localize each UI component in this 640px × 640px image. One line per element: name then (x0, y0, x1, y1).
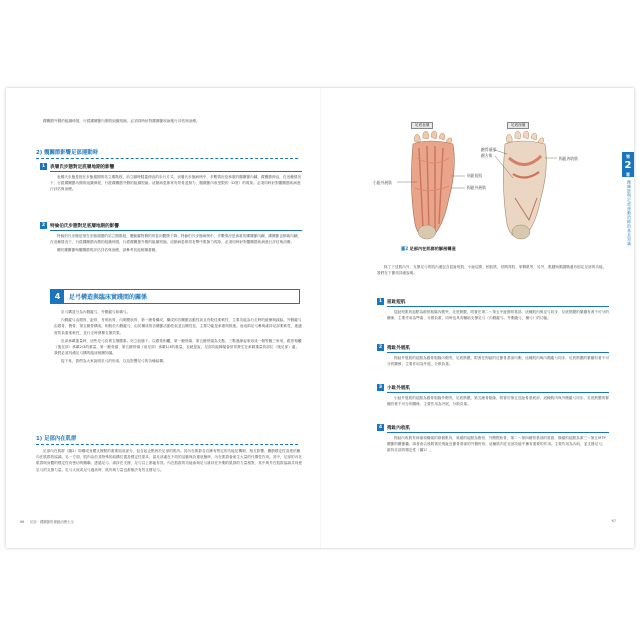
muscle-4-rule (387, 432, 609, 433)
section-4-paragraph-3: 足部承載重量時，這些足弓負責支撐體重。站立狀態下，以跟骨相觸，第一蹠骨頭、第五蹠骨頭為支點，三點連線起來形成一個等腰三角形，跟骨相觸（後足部）承載2/3的重量，第一蹠骨頭、第五蹠骨頭（前足部）承載1/3的重量。也就是說，足部功能障礙會常常發生在承載重量的部位（後足部）處；我們必須具備足弓構的臨床相關知識。 (54, 338, 302, 356)
chapter-vertical-title: 踝關節與足部運動治療的基本知識 (627, 180, 632, 246)
section-2-title: 2) 髖關節影響足部運動時 (36, 150, 98, 156)
muscle-2-rule (387, 352, 609, 353)
muscle-2-body (377, 355, 609, 367)
muscle-1-paragraph: 屈趾短肌的起點為跟骨粗隆內側突，足底筋膜，附著在第二～第五中趾節骨基部，這種肌肉與足弓同步，足底筋膜的緊繃有著不可分的關係，主要作用為彎曲、分散負重，同時也具有輔助支撐足弓（內側縱弓、外側縱弓、橫弓）的功能。 (387, 309, 609, 320)
foot-deep-drawing (503, 131, 546, 239)
muscle-3-title: 小趾外展肌 (387, 385, 410, 391)
intro-text (36, 118, 304, 126)
left-footer (20, 519, 74, 524)
subsection-2 (40, 222, 302, 255)
subsection-1-heading (40, 163, 302, 170)
section-1-body (36, 448, 302, 475)
subsection-1-paragraph: 表層氏步態是指在步態週期的站立期階段，前立腳時膝蓋伸直的步行方式。表層氏步態病例中，多數情況是承重的髖關節內翻，踝關節伸直，在這種情況下，行經踝關節內側的組織伸展，行經踝關節外側的組織短縮。這類病患都常有骨骨盆無力，髖關節內收受限的（D度）的現象。必須同時針對髖關節疾病進行評估與治療。 (50, 174, 302, 192)
muscle-1-title: 屈趾短肌 (387, 299, 406, 305)
chapter-suffix: 章 (626, 172, 630, 177)
figure-head-superficial: 足底表層 (411, 122, 433, 129)
book-spread (6, 88, 634, 548)
muscle-1-body (377, 309, 609, 321)
section-2-rule (36, 158, 298, 159)
subsection-1-rule (50, 171, 302, 172)
section-4-banner (50, 289, 300, 304)
subsection-1-title: 表層氏步態對足底層地期的影響 (50, 164, 115, 170)
muscle-3-number: 3 (378, 385, 383, 390)
subsection-2-body (40, 233, 302, 254)
right-intro-paragraph: 除了下述肌內外，支撐足弓的肌內還包含屈趾短肌、小趾屈肌、蚓狀肌、骨間背肌、掌側肌等，另外，肌腱與肌腱鞘還有固定足部的功能，我們在下節再詳細說明。 (377, 265, 607, 276)
label-abductor-hallucis: 拇趾外展肌 (467, 185, 486, 190)
muscle-1 (377, 298, 609, 323)
chapter-number: 2 (624, 160, 632, 171)
section-4-paragraph-1: 足弓構造分為內側縱弓，外側縱弓和橫弓。 (61, 310, 131, 314)
left-footer-text: 足部・踝關節的運動治療大全 (29, 520, 74, 524)
section-1-paragraph: 足部內在肌群（圖2）即構成身體支撐點的重要組成部分，包含起止點皆於足部的肌肉。其內在肌群各自擁有特定的功能及機制，相互影響，關節穩定性高度依賴內在肌群的協調。另一方面，肌肉由於其特殊的結構位置及穩定性需求，當足部處在不同的活動與負重狀態時，內在肌群會產生大量的代償性作用。其中，足部的內在肌群與身體的穩定性有密切的關聯。透過足弓、維持在支撐，足弓以上都能有效。內在肌群的功能會與足弓維持在外側的肌群的力量相對，其中與外在肌群協調共同使足弓的支撐力量，足弓太低或足弓過高時，肌肉與力量也都無法有效支撐足弓。 (36, 449, 302, 472)
muscle-4-title: 拇趾內收肌 (387, 425, 410, 431)
left-page-number: 66 (20, 520, 25, 524)
foot-superficial-drawing (411, 131, 454, 239)
figure-2 (373, 122, 609, 252)
muscle-3-heading (377, 384, 609, 391)
muscle-3-rule (387, 392, 609, 393)
subsection-1-body (40, 174, 302, 193)
right-page (321, 88, 634, 548)
section-4-title: 足弓構造與臨床實踐間的關係 (69, 294, 148, 301)
subsection-2-note: 關於踝關節與髖關節的評估評估與治療，請參考其他相關書籍。 (57, 248, 160, 253)
muscle-2-title: 拇趾外展肌 (387, 345, 410, 351)
muscle-2-heading (377, 344, 609, 351)
section-1-rule (36, 444, 298, 445)
subsection-2-heading (40, 222, 302, 229)
muscle-2 (377, 344, 609, 369)
section-1-heading (36, 434, 298, 445)
figure-caption-text: 足部內在肌群的解剖構造 (409, 246, 456, 251)
label-metatarsal-head: 蹠骨頭部 (481, 147, 497, 152)
section-2-heading (36, 148, 298, 159)
subsection-2-rule (50, 230, 302, 231)
chapter-label: 第 (626, 154, 630, 159)
label-flexor-digitorum-brevis: 屈趾短肌 (467, 173, 483, 178)
muscle-3-body (377, 395, 609, 407)
section-4-paragraph-2: 內側縱弓由跟骨、距骨、舟骨狀骨、內側楔狀骨、第一蹠骨構成，構成的各關節活動性高且有較佳柔軟性，主要功能為行走時的緩衝與踩踏。外側縱弓由跟骨、骰骨、第五蹠骨構成，相較於內側縱弓，由於構成的各關節活動性低並且剛性佳，主要功能是承重與推進。而這兩足弓參與維持足部柔軟性，進適度的負重柔軟性，並行走時發揮支撐效果。 (54, 318, 302, 335)
muscle-4-paragraph: 拇趾內收肌有斜頭和橫頭的兩個肌肉，斜頭的起點為骰骨、外側楔狀骨、第二～第四蹠骨基部的底面，橫頭的起點為第三～第五MTP關節的關節囊，兩者會合後附著於拇趾近節骨基部的外側籽骨，這種肌肉在足部功能中擁有重要的作用。主要作用為內收，並支撐足弓，維持足部的穩定性（圖2）。 (387, 435, 606, 453)
subsection-2-paragraph: 特倫伯氏步態是指在步態週期的站立期階段，擺動腳對側的骨盆向體側下降。特倫伯氏步態病例中，多數情況是承重的踝關節內翻，踝關節也都朝內翻，在這種情況下，行經踝關節內側的組織伸展，行經踝關節外側的組織短縮。這類病患都常有臀中肌無力現象，必須同時針對髖關節疾病進行評估與治療。 (50, 233, 302, 244)
section-4-body (54, 309, 302, 367)
chapter-tab (622, 152, 634, 177)
figure-head-deep: 足底深層 (507, 122, 529, 129)
section-4-number: 4 (51, 290, 64, 303)
subsection-2-number: 2 (41, 223, 46, 228)
right-intro (377, 264, 609, 278)
muscle-1-heading (377, 298, 609, 305)
muscle-2-paragraph: 拇趾外展肌的起點為跟骨粗隆內側突，足底筋膜，附著在拇趾的近節骨基部內側，這種肌肉與內側縱弓同步，足底筋膜的緊繃有著不可分的關係，主要作用為外展、分散負重。 (387, 355, 609, 366)
muscle-4-body (377, 435, 609, 454)
muscle-3 (377, 384, 609, 409)
figure-caption (401, 246, 456, 252)
muscle-1-number: 1 (378, 299, 383, 304)
section-4-paragraph-4: 接下來，我們為大家說明足弓的形成，以及影響足弓的各種結構。 (61, 359, 167, 364)
label-abductor-digiti-minimi: 小趾外展肌 (373, 180, 392, 185)
subsection-2-title: 特倫伯氏步態對足底層地期的影響 (50, 223, 119, 229)
label-adductor-hallucis: 拇趾內收肌 (559, 156, 578, 161)
left-page (6, 88, 320, 548)
muscle-4-number: 4 (378, 425, 383, 430)
label-quadratus-plantae: 蹠方肌 (481, 153, 493, 158)
subsection-1-number: 1 (41, 164, 46, 169)
muscle-2-number: 2 (378, 345, 383, 350)
muscle-1-rule (387, 306, 609, 307)
intro-paragraph: 踝關節外側的組織伸展，行經踝關節內側的組織短縮，必須同時針對踝關節疾病進行評估與治療。 (43, 119, 200, 123)
muscle-3-paragraph: 小趾外展肌的起點為跟骨粗隆外側突，足底筋膜，第五蹠骨粗隆，附著於第五近趾骨基底部，這種肌肉與外側縱弓同步，足底筋膜的緊繃有著不可分的關係，主要作用為外展、分散負重。 (387, 395, 609, 406)
subsection-1 (40, 163, 302, 194)
muscle-4-heading (377, 424, 609, 431)
section-1-title: 1) 足部內在肌群 (36, 436, 77, 442)
right-page-number: 67 (611, 519, 616, 523)
figure-number: 圖2 (401, 246, 409, 251)
muscle-4 (377, 424, 609, 455)
